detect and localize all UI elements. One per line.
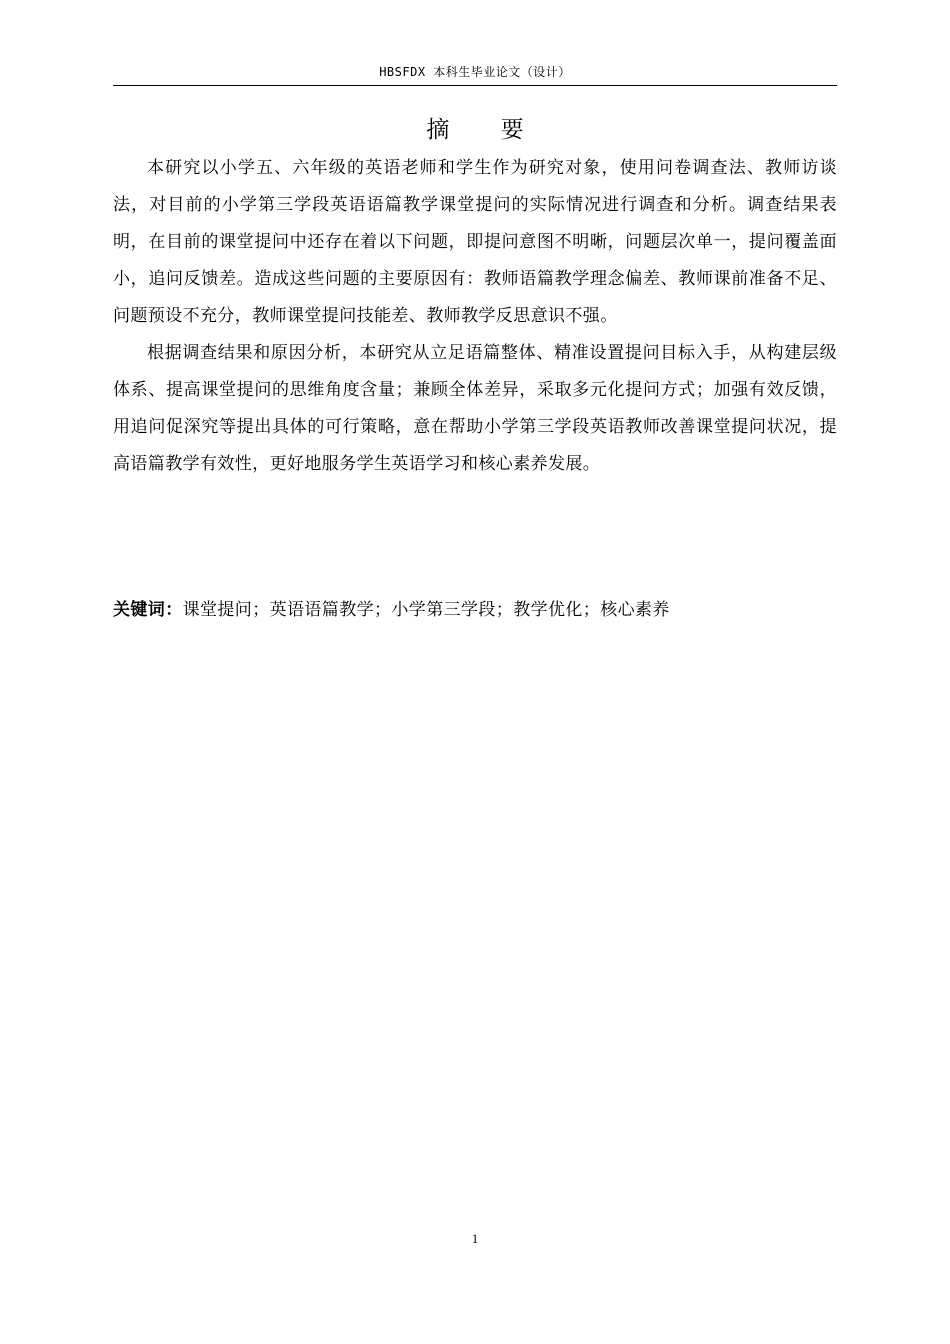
keywords-line xyxy=(113,593,837,627)
running-header: HBSFDX 本科生毕业论文（设计） xyxy=(379,65,571,79)
page-number: 1 xyxy=(471,1231,479,1246)
abstract-body xyxy=(113,150,837,483)
keywords-label: 关键词： xyxy=(113,600,183,620)
abstract-paragraph-1: 本研究以小学五、六年级的英语老师和学生作为研究对象，使用问卷调查法、教师访谈法，对目前的小学第三学段英语语篇教学课堂提问的实际情况进行调查和分析。调查结果表明，在目前的课堂提问中还存在着以下问题，即提问意图不明晰，问题层次单一，提问覆盖面小，追问反馈差。造成这些问题的主要原因有：教师语篇教学理念偏差、教师课前准备不足、问题预设不充分，教师课堂提问技能差、教师教学反思意识不强。 xyxy=(113,158,837,326)
abstract-paragraph-2: 根据调查结果和原因分析，本研究从立足语篇整体、精准设置提问目标入手，从构建层级体系、提高课堂提问的思维角度含量；兼顾全体差异，采取多元化提问方式；加强有效反馈，用追问促深究等提出具体的可行策略，意在帮助小学第三学段英语教师改善课堂提问状况，提高语篇教学有效性，更好地服务学生英语学习和核心素养发展。 xyxy=(113,343,837,474)
abstract-title: 摘 要 xyxy=(426,117,546,143)
keywords-value: 课堂提问；英语语篇教学；小学第三学段；教学优化；核心素养 xyxy=(182,600,670,620)
header-rule xyxy=(113,85,837,86)
